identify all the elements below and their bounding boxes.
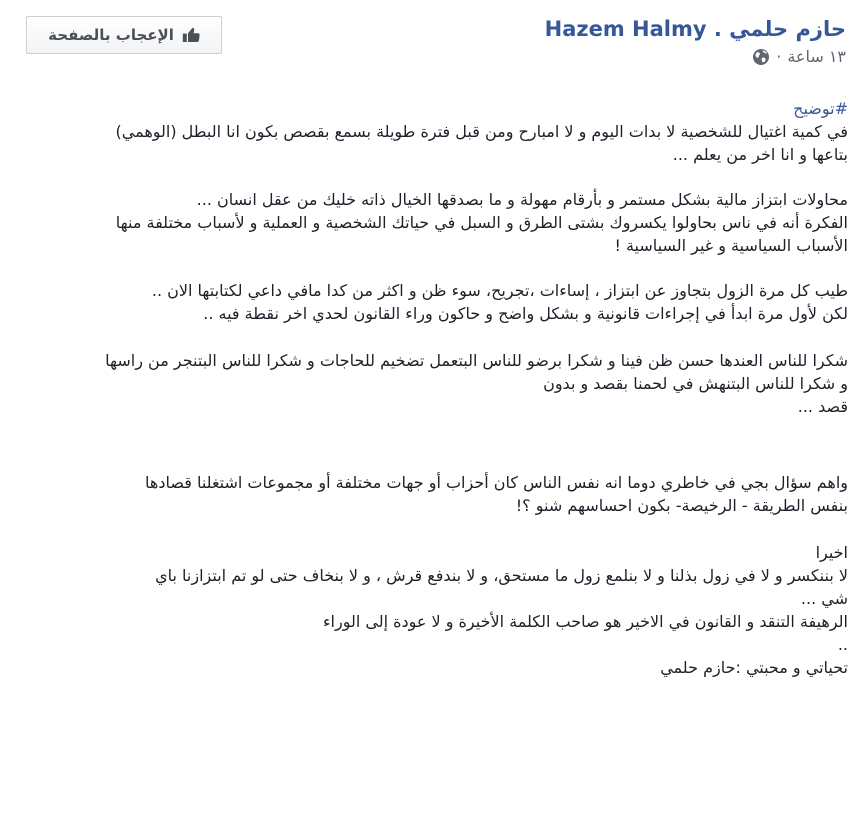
globe-icon[interactable] — [752, 48, 770, 66]
post-text-line: شي ... — [800, 589, 848, 608]
post-text-line: اخيرا — [815, 543, 848, 562]
post-text-line: طيب كل مرة الزول بتجاوز عن ابتزاز ، إساءات ،تجريح، سوء ظن و اكثر من كدا مافي داعي لكتابتها الان .. — [151, 281, 848, 300]
post-text-line: بنفس الطريقة - الرخيصة- بكون احساسهم شنو ؟! — [515, 496, 848, 515]
post-text-line: قصد ... — [797, 397, 848, 416]
post-paragraph — [16, 188, 848, 257]
post-text-line: لكن لأول مرة ابدأ في إجراءات قانونية و بشكل واضح و حاكون وراء القانون لحدي اخر نقطة فيه .. — [203, 304, 848, 323]
author-name[interactable]: حازم حلمي . Hazem Halmy — [544, 17, 846, 41]
post-text-line: الأسباب السياسية و غير السياسية ! — [614, 236, 848, 255]
post-text-line: بتاعها و انا اخر من يعلم ... — [672, 145, 848, 164]
post-paragraph — [16, 471, 848, 517]
post-paragraph — [16, 120, 848, 166]
post-body — [16, 97, 848, 679]
post-text-line: و شكرا للناس البتنهش في لحمنا بقصد و بدون — [543, 374, 848, 393]
thumbs-up-icon — [182, 27, 200, 43]
post-text-line: محاولات ابتزاز مالية بشكل مستمر و بأرقام مهولة و ما بصدقها الخيال ذاته خليك من عقل انسان ... — [196, 190, 848, 209]
post-header — [545, 14, 846, 68]
post-text-line: في كمية اغتيال للشخصية لا بدات اليوم و لا امبارح ومن قبل فترة طويلة بسمع بقصص بكون انا البطل (الوهمي) — [115, 122, 848, 141]
post-timestamp[interactable]: ١٣ ساعة — [787, 47, 846, 66]
meta-separator: · — [776, 47, 782, 66]
like-page-label: الإعجاب بالصفحة — [48, 26, 174, 44]
like-page-button[interactable] — [26, 16, 222, 54]
post-text-line: شكرا للناس العندها حسن ظن فينا و شكرا برضو للناس البتعمل تضخيم للحاجات و شكرا للناس البتنجر من راسها — [105, 351, 848, 370]
post-text-line: .. — [837, 635, 848, 654]
post-text-line: الفكرة أنه في ناس بحاولوا يكسروك بشتى الطرق و السبل في حياتك الشخصية و العملية و لأسباب مختلفة منها — [115, 213, 848, 232]
post-meta — [545, 46, 846, 68]
post-text-line: واهم سؤال بجي في خاطري دوما انه نفس الناس كان أحزاب أو جهات مختلفة أو مجموعات اشتغلنا قصادها — [145, 473, 848, 492]
post-paragraph — [16, 279, 848, 325]
post-hashtag[interactable]: #توضيح — [793, 99, 848, 118]
post-text-line: الرهيفة التنقد و القانون في الاخير هو صاحب الكلمة الأخيرة و لا عودة إلى الوراء — [323, 612, 848, 631]
post-text-line: تحياتي و محبتي :حازم حلمي — [660, 658, 848, 677]
post-paragraph — [16, 541, 848, 679]
post-paragraph — [16, 349, 848, 418]
post-text-line: لا بننكسر و لا في زول بذلنا و لا بنلمع زول ما مستحق، و لا بندفع قرش ، و لا بنخاف حتى لو تم ابتزازنا باي — [155, 566, 848, 585]
